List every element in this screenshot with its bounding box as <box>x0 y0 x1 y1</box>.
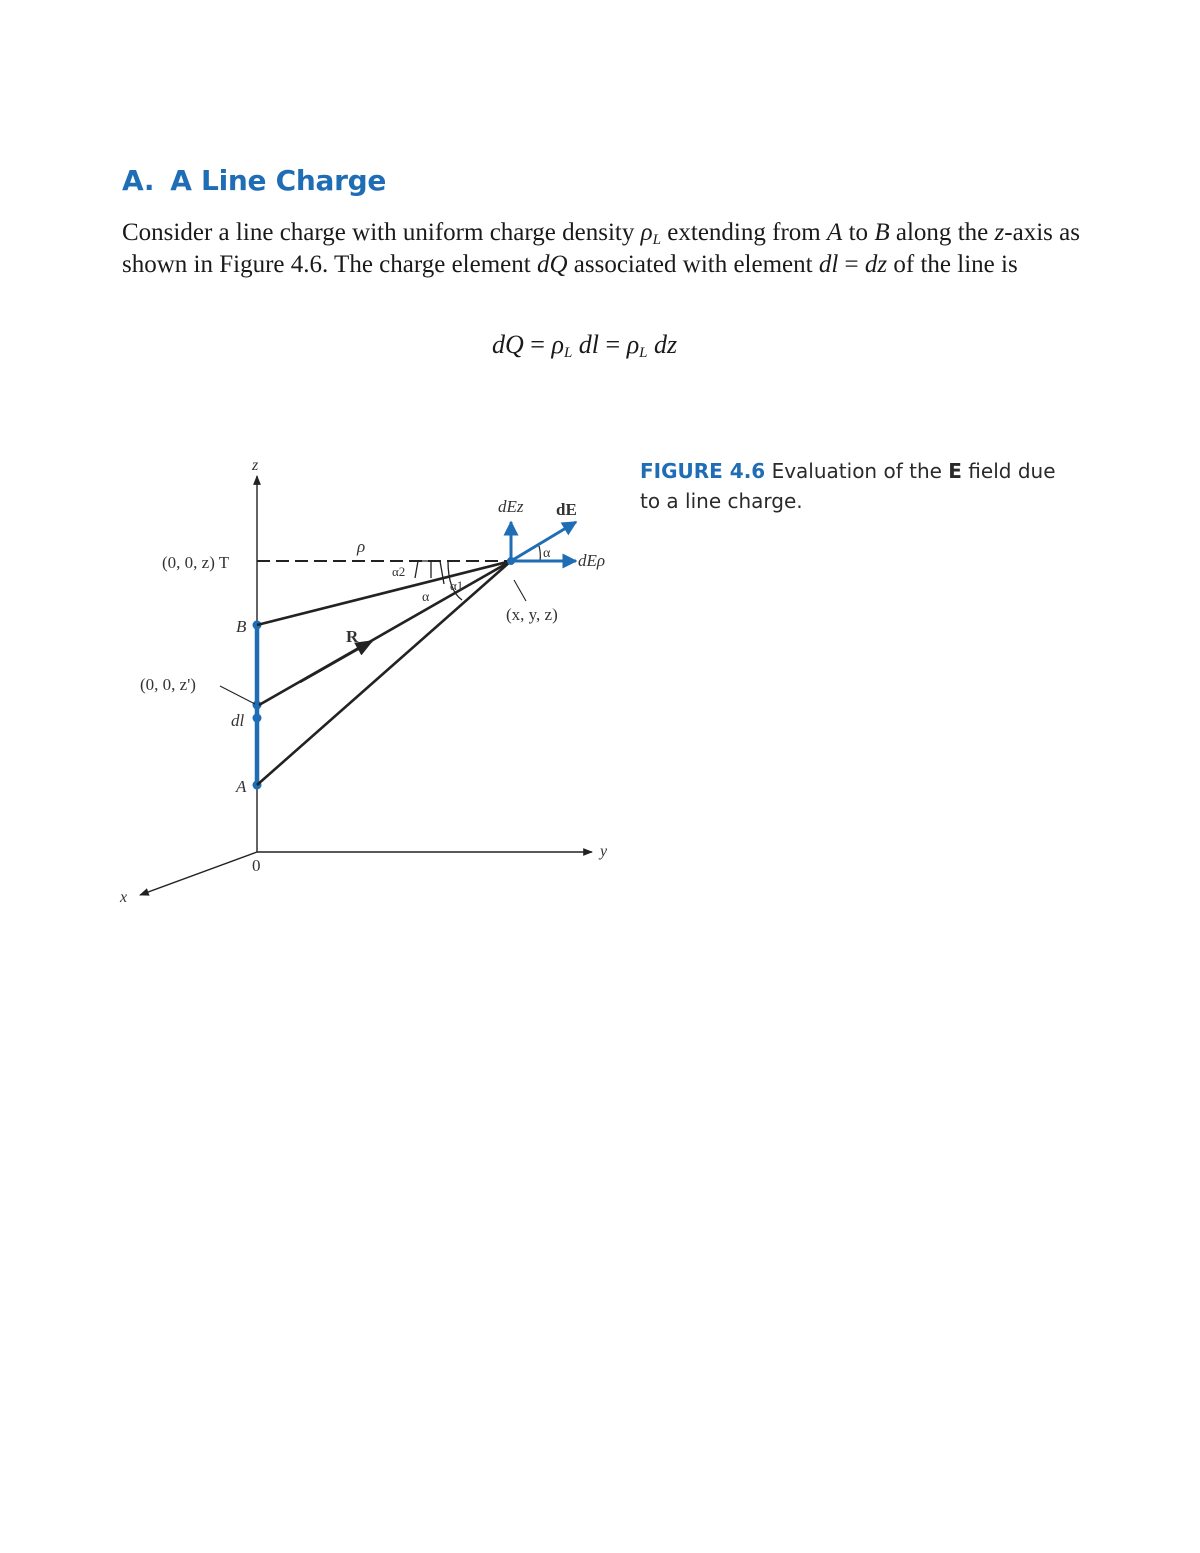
section-title: A Line Charge <box>170 164 387 197</box>
alpha-top-label: α <box>543 546 551 561</box>
r-vector-arrow <box>300 641 372 682</box>
subscript-l: L <box>652 232 661 248</box>
symbol-z: z <box>994 219 1005 246</box>
symbol-dl: dl <box>818 251 839 278</box>
angle-alpha-top-arc <box>539 546 540 561</box>
dez-label: dEz <box>498 497 524 516</box>
field-point-leader <box>514 580 526 601</box>
eq-rho: ρ <box>626 330 640 359</box>
de-label: dE <box>556 500 577 519</box>
eq-rho: ρ <box>551 330 564 359</box>
rho-symbol: ρ <box>640 219 653 246</box>
text-run: along the <box>889 219 995 246</box>
eq-equals: = <box>523 330 552 359</box>
eq-equals: = <box>599 330 627 359</box>
eq-sub-l: L <box>639 345 648 361</box>
dl-dot <box>253 714 262 723</box>
x-axis <box>140 852 257 895</box>
eq-dz: dz <box>647 330 678 359</box>
derho-label: dEρ <box>578 551 606 570</box>
zprime-leader <box>220 686 255 704</box>
caption-text: Evaluation of the <box>765 459 949 483</box>
dl-label: dl <box>231 711 245 730</box>
x-axis-label: x <box>120 889 128 906</box>
symbol-b: B <box>874 219 890 246</box>
text-run: extending from <box>661 219 828 246</box>
z-axis-label: z <box>252 457 259 474</box>
text-run: Consider a line charge with uniform charge density <box>122 219 641 246</box>
figure-label: FIGURE 4.6 <box>640 459 766 483</box>
eq-dq: dQ <box>492 330 524 359</box>
point-zprime-label: (0, 0, z') <box>140 675 196 694</box>
text-run: associated with element <box>567 251 819 278</box>
point-t-label: (0, 0, z) T <box>162 553 230 572</box>
line-a-to-field-point <box>257 561 511 785</box>
point-b-label: B <box>236 617 247 636</box>
y-axis-label: y <box>600 843 608 860</box>
point-a-label: A <box>236 777 247 796</box>
eq-dl: dl <box>572 330 600 359</box>
text-run: = <box>838 251 865 278</box>
alpha-label: α <box>422 590 430 605</box>
symbol-a: A <box>827 219 843 246</box>
text-run: -axis as shown in Figure 4.6. The charge element <box>122 219 1080 278</box>
section-number: A. <box>122 164 155 197</box>
symbol-dz: dz <box>864 251 888 278</box>
r-vector <box>259 561 511 705</box>
caption-e-symbol: E <box>948 459 962 483</box>
origin-label: 0 <box>252 856 261 875</box>
angle-alpha-arc <box>440 561 444 584</box>
text-run: to <box>842 219 875 246</box>
caption-text: field due to a line charge. <box>640 459 1056 513</box>
angle-alpha2-bracket <box>415 561 431 578</box>
rho-label: ρ <box>357 537 366 556</box>
eq-sub-l: L <box>563 345 573 361</box>
text-run: of the line is <box>887 251 1018 278</box>
symbol-dq: dQ <box>536 251 568 278</box>
r-vector-label: R <box>346 627 359 646</box>
field-point-label: (x, y, z) <box>506 605 558 624</box>
alpha2-label: α2 <box>392 564 406 579</box>
alpha1-label: α1 <box>450 578 464 593</box>
